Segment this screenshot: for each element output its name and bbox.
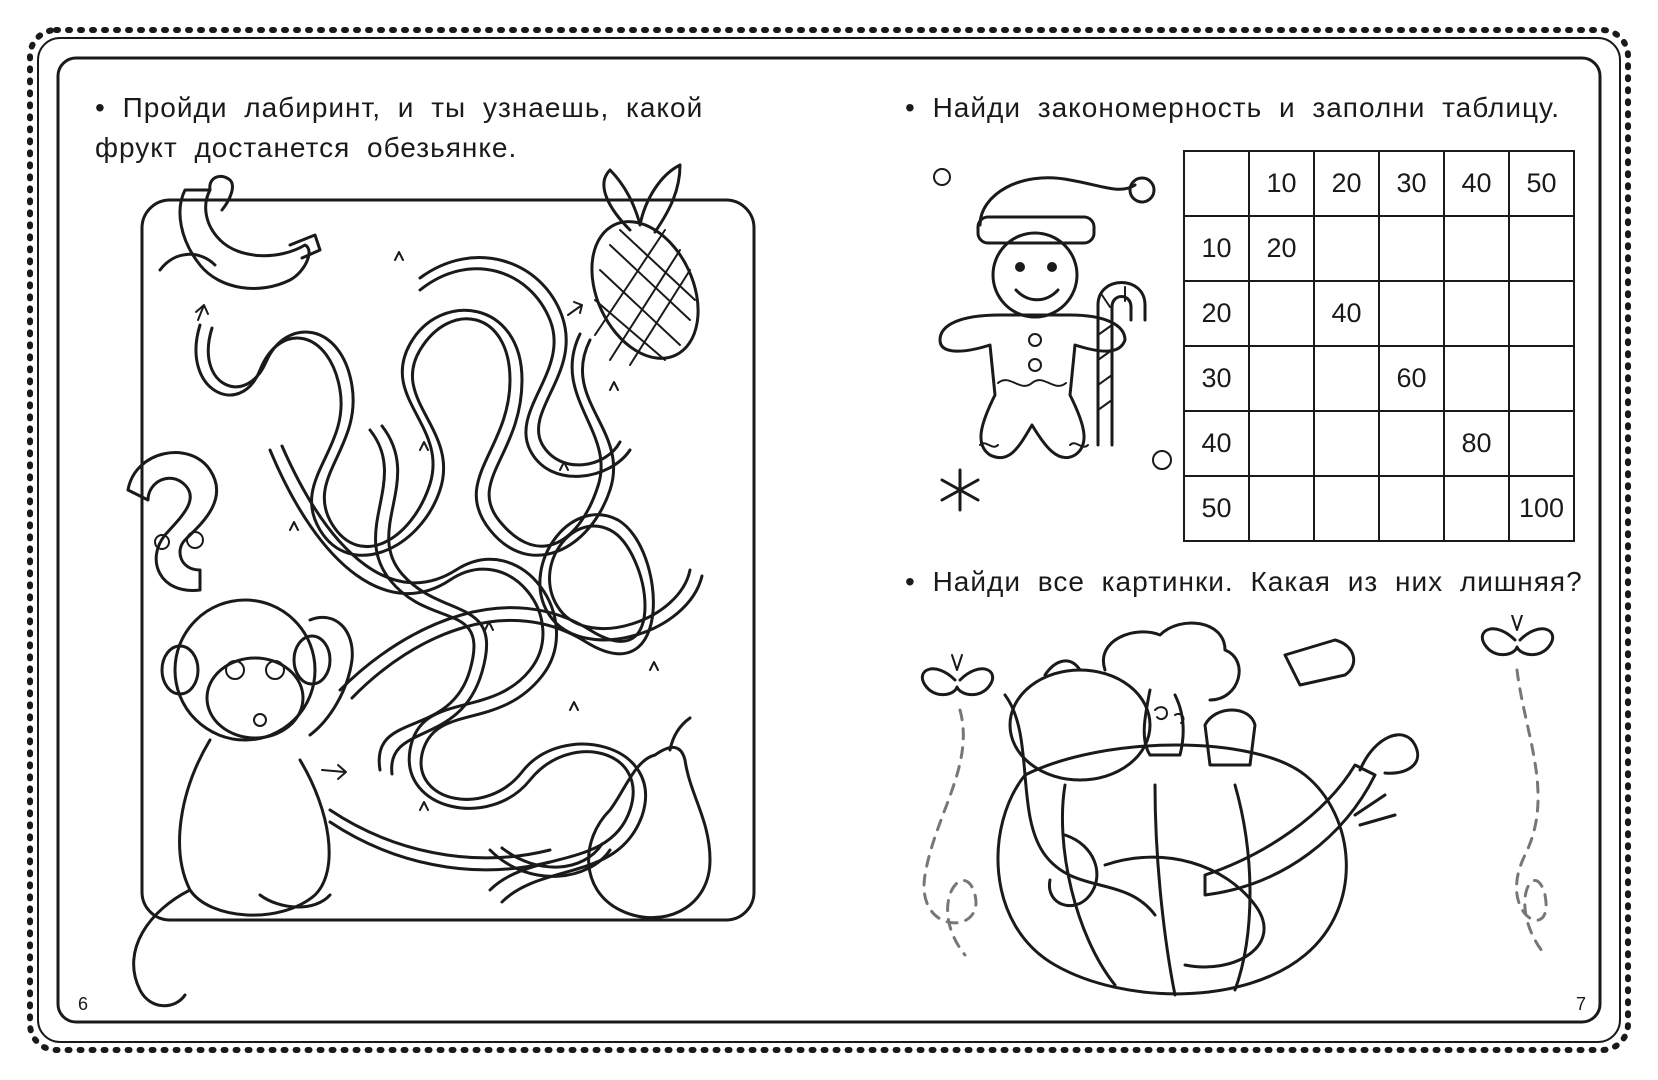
table-cell[interactable]: 40: [1444, 151, 1509, 216]
pattern-task-instruction: • Найди закономерность и заполни таблицу.: [905, 92, 1560, 123]
table-cell[interactable]: [1444, 346, 1509, 411]
gingerbread-illustration: [920, 155, 1180, 535]
table-row: [1184, 216, 1574, 281]
banana-icon: [160, 176, 320, 288]
table-cell[interactable]: [1444, 476, 1509, 541]
table-cell[interactable]: 10: [1249, 151, 1314, 216]
table-cell[interactable]: [1379, 411, 1444, 476]
table-cell[interactable]: [1444, 216, 1509, 281]
table-cell[interactable]: [1509, 411, 1574, 476]
table-cell[interactable]: [1379, 216, 1444, 281]
table-cell[interactable]: [1509, 346, 1574, 411]
gingerbread-man-icon: [934, 169, 1154, 458]
table-cell[interactable]: 30: [1379, 151, 1444, 216]
table-cell[interactable]: [1379, 281, 1444, 346]
table-cell[interactable]: 20: [1314, 151, 1379, 216]
table-cell[interactable]: [1249, 281, 1314, 346]
table-row: [1184, 411, 1574, 476]
page-number-left: 6: [78, 994, 89, 1014]
butterfly-icon: [922, 655, 992, 695]
table-cell[interactable]: 40: [1314, 281, 1379, 346]
table-cell[interactable]: 10: [1184, 216, 1249, 281]
table-cell[interactable]: 100: [1509, 476, 1574, 541]
table-cell[interactable]: 20: [1184, 281, 1249, 346]
table-cell[interactable]: [1314, 476, 1379, 541]
maze-icon: [196, 258, 702, 902]
vegetables-illustration: [905, 615, 1585, 1035]
table-row: [1184, 346, 1574, 411]
vegetables-tangle-icon: [998, 623, 1418, 995]
snowflake-icon: [942, 470, 978, 510]
table-cell[interactable]: 20: [1249, 216, 1314, 281]
maze-instruction-line1: • Пройди лабиринт, и ты узнаешь, какой: [95, 92, 704, 123]
table-cell[interactable]: [1184, 151, 1249, 216]
table-cell[interactable]: [1249, 476, 1314, 541]
table-cell[interactable]: [1314, 216, 1379, 281]
table-cell[interactable]: 50: [1509, 151, 1574, 216]
table-cell[interactable]: 50: [1184, 476, 1249, 541]
table-cell[interactable]: [1249, 346, 1314, 411]
page-number-right: 7: [1576, 994, 1587, 1014]
table-cell[interactable]: 80: [1444, 411, 1509, 476]
maze-illustration: [90, 150, 780, 1020]
table-cell[interactable]: 60: [1379, 346, 1444, 411]
table-cell[interactable]: [1314, 346, 1379, 411]
maze-instruction-line2: фрукт достанется обезьянке.: [95, 132, 518, 163]
table-cell[interactable]: [1509, 281, 1574, 346]
candy-cane-icon: [1098, 283, 1145, 446]
table-cell[interactable]: [1249, 411, 1314, 476]
pattern-table: [1183, 150, 1575, 542]
table-header-row: [1184, 151, 1574, 216]
pineapple-icon: [571, 165, 719, 376]
table-row: [1184, 476, 1574, 541]
table-cell[interactable]: [1314, 411, 1379, 476]
table-cell[interactable]: [1379, 476, 1444, 541]
monkey-icon: [134, 600, 353, 1006]
table-row: [1184, 281, 1574, 346]
butterfly-icon: [1482, 615, 1552, 655]
table-cell[interactable]: 30: [1184, 346, 1249, 411]
table-cell[interactable]: [1509, 216, 1574, 281]
pictures-task-instruction: • Найди все картинки. Какая из них лишняя?: [905, 566, 1583, 597]
table-cell[interactable]: 40: [1184, 411, 1249, 476]
table-cell[interactable]: [1444, 281, 1509, 346]
